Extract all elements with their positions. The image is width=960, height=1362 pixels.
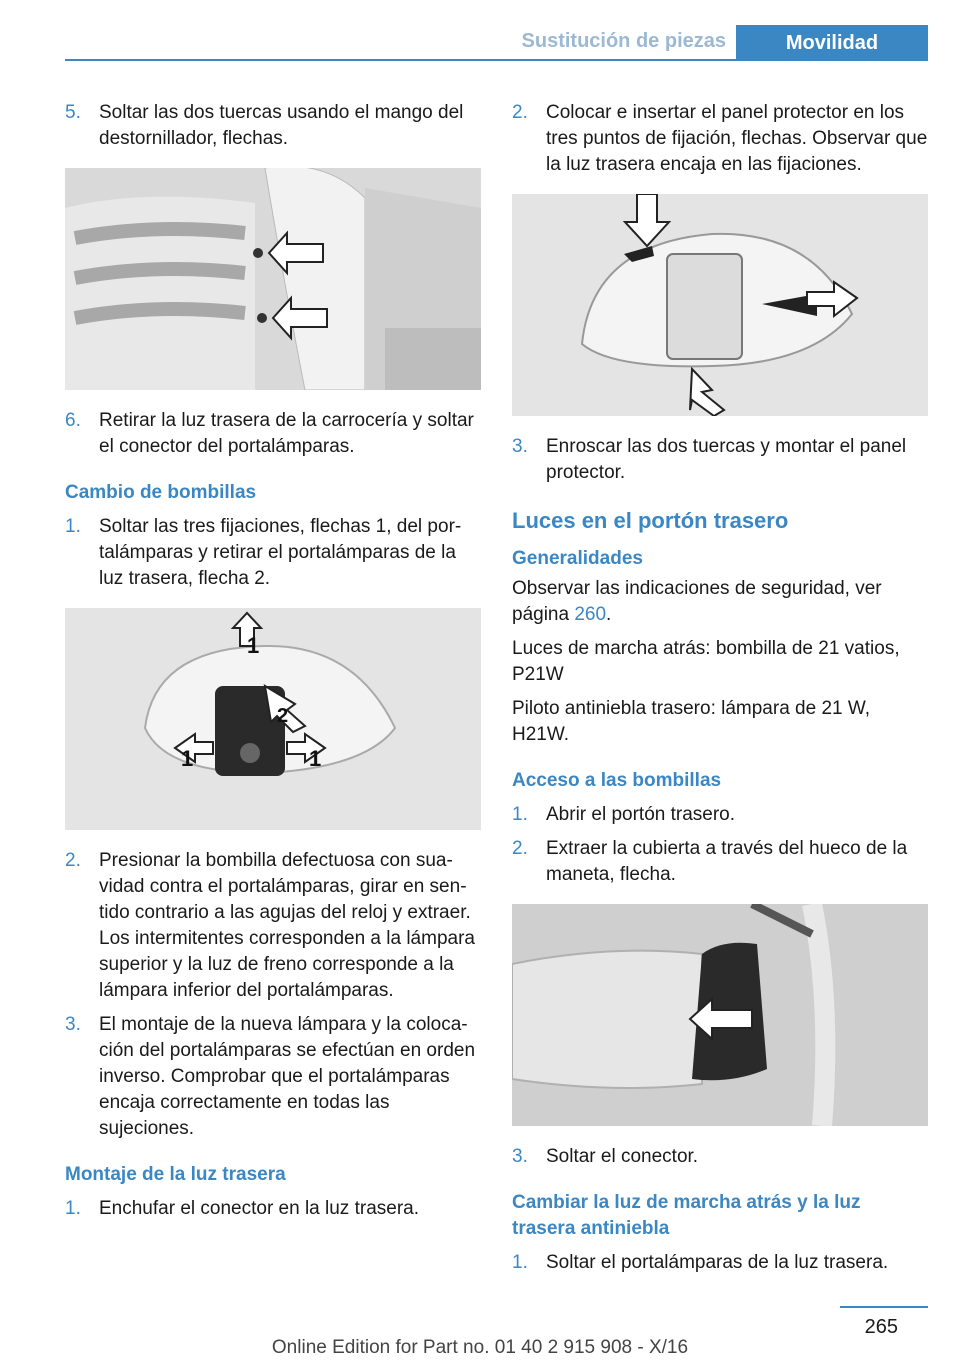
page-header: [65, 25, 928, 61]
right-step-2: [512, 100, 928, 178]
step-text: Retirar la luz trasera de la carrocería y soltar el conector del portalámparas.: [99, 410, 474, 457]
step-text: Enroscar las dos tuercas y montar el panel protector.: [546, 436, 907, 483]
access-step-3: [512, 1144, 928, 1170]
figure-lampholder: [65, 608, 481, 830]
header-rule: [65, 59, 928, 61]
step-number: 1.: [512, 804, 528, 825]
step-text: Presionar la bombilla defectuosa con suavidad contra el portalámparas, girar en sentido contrario a las agujas del reloj y extraer. Los intermitentes corresponden a la lámpara superior y la luz de freno corresponde a la lámpara inferior del portalámparas.: [99, 850, 475, 1001]
heading-change-lights: Cambiar la luz de marcha atrás y la luz trasera antiniebla: [512, 1192, 861, 1239]
callout-label: 2: [277, 705, 289, 727]
step-text: Extraer la cubierta a través del hueco de la maneta, flecha.: [546, 838, 908, 885]
heading-general: Generalidades: [512, 548, 643, 569]
step-text: Enchufar el conector en la luz trasera.: [99, 1198, 420, 1219]
heading-mount-tail-light: Montaje de la luz trasera: [65, 1164, 286, 1185]
step-text: Soltar el conector.: [546, 1146, 699, 1167]
step-number: 3.: [65, 1014, 81, 1035]
step-number: 1.: [65, 1198, 81, 1219]
heading-bulb-change: Cambio de bombillas: [65, 482, 257, 503]
callout-label: 1: [181, 746, 194, 771]
step-text: Soltar las dos tuercas usando el mango del destornillador, flechas.: [99, 102, 464, 149]
access-step-2: [512, 836, 928, 888]
bulb-step-1: [65, 514, 481, 592]
callout-label: 1: [247, 633, 260, 658]
bulb-step-3: [65, 1012, 481, 1142]
step-text: Colocar e insertar el panel protector en los tres puntos de fijación, flechas. Observar que la luz trasera encaja en las fijaciones.: [546, 102, 928, 175]
right-column: [512, 100, 928, 1284]
header-chapter-tab[interactable]: Movilidad: [736, 25, 928, 61]
general-text: Observar las indicaciones de seguridad, ver página: [512, 578, 882, 625]
callout-label: 1: [309, 746, 322, 771]
general-paragraph: [512, 576, 928, 628]
page-number: 265: [864, 1316, 898, 1338]
change-step-1: [512, 1250, 928, 1276]
mount-step-1: [65, 1196, 481, 1222]
step-number: 1.: [65, 516, 81, 537]
step-text: Abrir el portón trasero.: [546, 804, 736, 825]
step-text: Soltar el portalámparas de la luz trasera.: [546, 1252, 889, 1273]
reverse-light-spec: Luces de marcha atrás: bombilla de 21 vatios, P21W: [512, 638, 900, 685]
edition-footer: Online Edition for Part no. 01 40 2 915 908 - X/16: [271, 1337, 689, 1358]
figure-tailgate-cover: [512, 904, 928, 1126]
heading-bulb-access: Acceso a las bombillas: [512, 770, 722, 791]
header-section-title: Sustitución de piezas: [521, 30, 726, 52]
section-title-tailgate-lights: Luces en el portón trasero: [512, 508, 789, 533]
step-text: El montaje de la nueva lámpara y la colocación del portalámparas se efectúan en orden inverso. Comprobar que el portalámparas encaja correctamente en todas las sujeciones.: [99, 1014, 476, 1139]
access-step-1: [512, 802, 928, 828]
bulb-step-2: [65, 848, 481, 1004]
figure-tail-light-nuts: [65, 168, 481, 390]
figure-protective-panel: [512, 194, 928, 416]
step-number: 3.: [512, 1146, 528, 1167]
step-text: Soltar las tres fijaciones, flechas 1, del portalámparas y retirar el portalámparas de la luz trasera, flecha 2.: [99, 516, 462, 589]
step-5: [65, 100, 481, 152]
right-step-3: [512, 434, 928, 486]
step-number: 5.: [65, 102, 81, 123]
step-number: 1.: [512, 1252, 528, 1273]
left-column: [65, 100, 481, 1230]
step-number: 3.: [512, 436, 528, 457]
step-number: 2.: [512, 102, 528, 123]
fog-light-spec: Piloto antiniebla trasero: lámpara de 21 W, H21W.: [512, 698, 871, 745]
step-number: 2.: [65, 850, 81, 871]
general-suffix: .: [606, 604, 612, 625]
step-6: [65, 408, 481, 460]
footer-rule: [840, 1306, 928, 1308]
step-number: 2.: [512, 838, 528, 859]
page-reference-link[interactable]: 260: [574, 604, 607, 625]
step-number: 6.: [65, 410, 81, 431]
